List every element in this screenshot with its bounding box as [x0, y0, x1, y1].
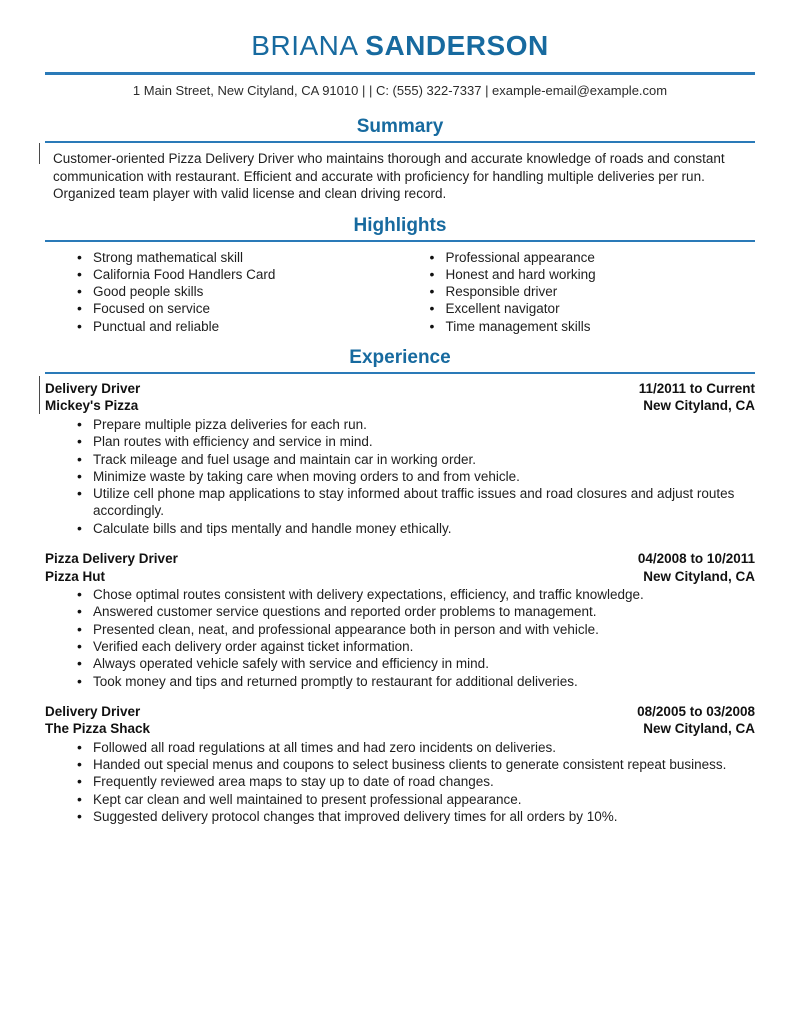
job-bullet: • Followed all road regulations at all times and had zero incidents on deliveries.	[75, 739, 755, 756]
highlights-rule	[45, 240, 755, 242]
highlight-item: • Time management skills	[428, 318, 756, 335]
job-header-row	[45, 703, 755, 721]
job-bullet: • Presented clean, neat, and professional appearance both in person and with vehicle.	[75, 621, 755, 638]
job-location: New Cityland, CA	[643, 568, 755, 584]
job-dates: 04/2008 to 10/2011	[637, 551, 755, 567]
job-bullet: • Calculate bills and tips mentally and handle money ethically.	[75, 520, 755, 537]
experience-rule	[45, 372, 755, 374]
section-experience	[45, 347, 755, 825]
highlight-item: • Punctual and reliable	[75, 318, 403, 335]
highlight-item: • Responsible driver	[428, 283, 756, 300]
job-bullet: • Chose optimal routes consistent with delivery expectations, efficiency, and traffic knowledge.	[75, 586, 755, 603]
job-title: Pizza Delivery Driver	[45, 551, 178, 567]
left-border-tick	[39, 376, 40, 414]
job-company: Pizza Hut	[45, 568, 106, 584]
job-title: Delivery Driver	[45, 703, 141, 719]
highlights-columns	[45, 249, 755, 335]
job-bullet-list	[45, 416, 755, 537]
job-bullet: • Prepare multiple pizza deliveries for each run.	[75, 416, 755, 433]
highlights-title: Highlights	[353, 214, 447, 236]
highlight-item: • Good people skills	[75, 283, 403, 300]
left-border-tick	[39, 143, 40, 164]
job-bullet: • Handed out special menus and coupons to select business clients to generate consistent repeat business.	[75, 756, 755, 773]
resume-header	[45, 30, 755, 108]
job-bullet: • Suggested delivery protocol changes that improved delivery times for all orders by 10%.	[75, 808, 755, 825]
job-company: The Pizza Shack	[45, 721, 151, 737]
job-bullet-list	[45, 739, 755, 825]
job-location: New Cityland, CA	[643, 721, 755, 737]
candidate-name	[45, 30, 755, 62]
job-company: Mickey's Pizza	[45, 398, 139, 414]
experience-jobs	[45, 380, 755, 825]
highlight-item: • Excellent navigator	[428, 300, 756, 317]
highlight-item: • Focused on service	[75, 300, 403, 317]
job-bullet: • Answered customer service questions and reported order problems to management.	[75, 603, 755, 620]
section-highlights	[45, 215, 755, 335]
job-bullet: • Minimize waste by taking care when moving orders to and from vehicle.	[75, 468, 755, 485]
experience-title: Experience	[349, 346, 451, 368]
job-bullet: • Took money and tips and returned promptly to restaurant for additional deliveries.	[75, 673, 755, 690]
job-location: New Cityland, CA	[643, 398, 755, 414]
summary-rule	[45, 141, 755, 143]
job-subheader-row	[45, 568, 755, 586]
job-bullet: • Always operated vehicle safely with service and efficiency in mind.	[75, 655, 755, 672]
job-bullet: • Verified each delivery order against ticket information.	[75, 638, 755, 655]
job-entry	[45, 703, 755, 825]
job-subheader-row	[45, 720, 755, 738]
job-entry	[45, 380, 755, 537]
job-bullet: • Kept car clean and well maintained to present professional appearance.	[75, 791, 755, 808]
job-header-row	[45, 380, 755, 398]
job-entry	[45, 550, 755, 690]
highlights-left-list	[45, 249, 403, 335]
job-subheader-row	[45, 397, 755, 415]
highlight-item: • Strong mathematical skill	[75, 249, 403, 266]
candidate-first-name: BRIANA	[251, 30, 357, 61]
summary-text: Customer-oriented Pizza Delivery Driver who maintains thorough and accurate knowledge of roads and constant communication with restaurant. Efficient and accurate with proficiency for handling multiple deliveries per run. Organized team player with valid license and clean driving record.	[53, 151, 725, 201]
job-dates: 08/2005 to 03/2008	[637, 703, 755, 719]
summary-title: Summary	[356, 116, 444, 137]
job-bullet-list	[45, 586, 755, 690]
contact-line: 1 Main Street, New Cityland, CA 91010 | | C: (555) 322-7337 | example-email@example.com	[132, 83, 668, 98]
job-header-row	[45, 550, 755, 568]
highlight-item: • Professional appearance	[428, 249, 756, 266]
job-bullet: • Plan routes with efficiency and service in mind.	[75, 433, 755, 450]
job-bullet: • Track mileage and fuel usage and maintain car in working order.	[75, 451, 755, 468]
job-bullet: • Utilize cell phone map applications to stay informed about traffic issues and road closures and adjust routes accordingly.	[75, 485, 755, 520]
highlights-right-list	[403, 249, 756, 335]
highlight-item: • Honest and hard working	[428, 266, 756, 283]
job-title: Delivery Driver	[45, 380, 141, 396]
section-summary	[45, 116, 755, 203]
job-bullet: • Frequently reviewed area maps to stay up to date of road changes.	[75, 773, 755, 790]
highlight-item: • California Food Handlers Card	[75, 266, 403, 283]
candidate-last-name: SANDERSON	[365, 30, 549, 61]
job-dates: 11/2011 to Current	[638, 380, 755, 396]
